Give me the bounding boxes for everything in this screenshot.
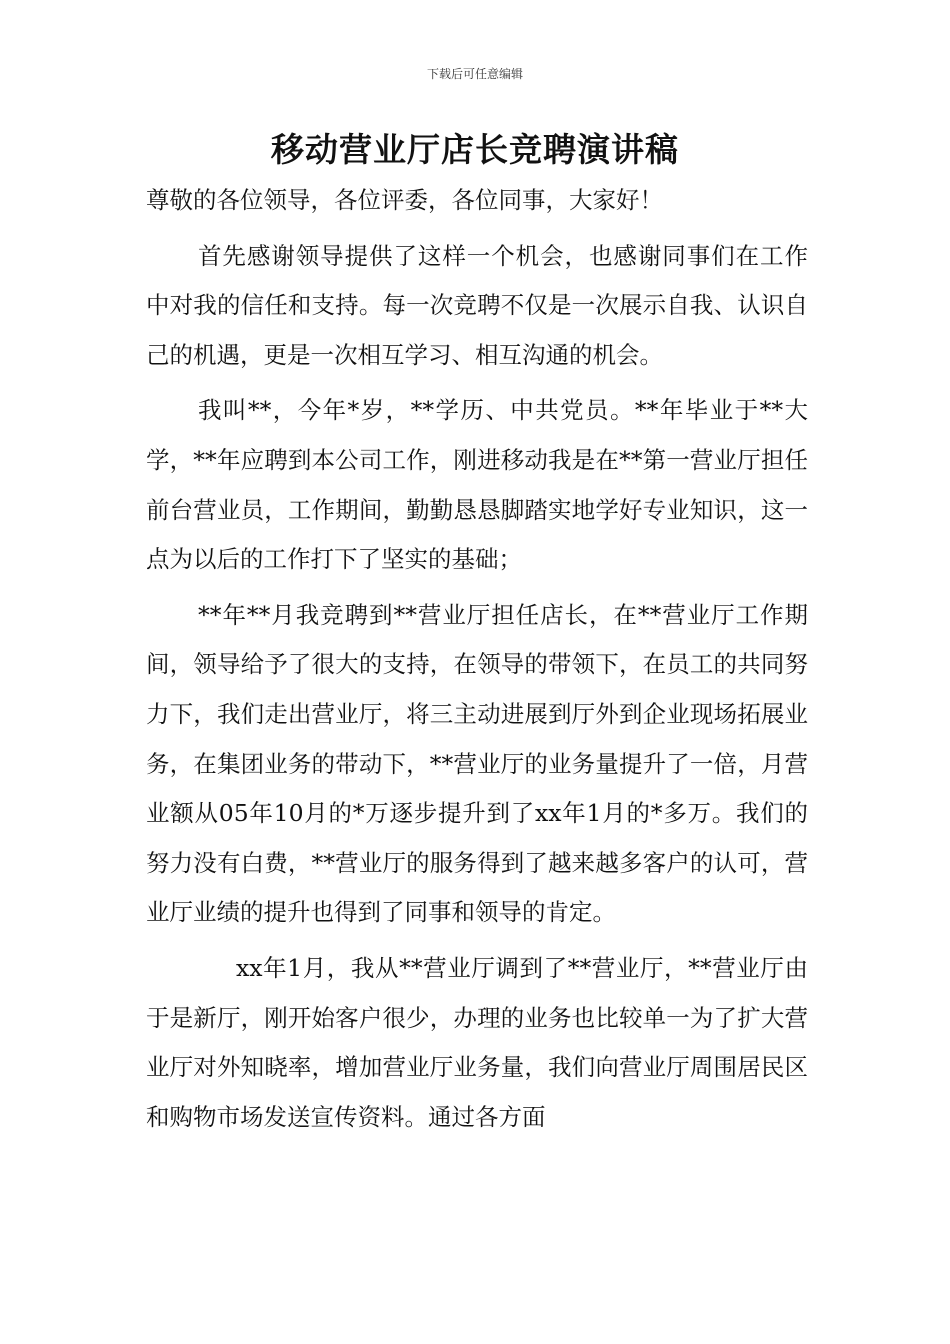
paragraph-2: 我叫**，今年*岁，**学历、中共党员。**年毕业于**大学，**年应聘到本公司工作，刚进移动我是在**第一营业厅担任前台营业员，工作期间，勤勤恳恳脚踏实地学好专业知识，这一点为以后的工作打下了坚实的基础；	[146, 396, 808, 574]
header-note: 下载后可任意编辑	[426, 67, 523, 81]
paragraph-4: xx年1月，我从**营业厅调到了**营业厅，**营业厅由于是新厅，刚开始客户很少，办理的业务也比较单一为了扩大营业厅对外知晓率，增加营业厅业务量，我们向营业厅周围居民区和购物市场发送宣传资料。通过各方面	[146, 953, 808, 1131]
salutation: 尊敬的各位领导，各位评委，各位同事，大家好！	[146, 186, 663, 214]
page-title: 移动营业厅店长竞聘演讲稿	[271, 130, 679, 169]
paragraph-1: 首先感谢领导提供了这样一个机会，也感谢同事们在工作中对我的信任和支持。每一次竞聘不仅是一次展示自我、认识自己的机遇，更是一次相互学习、相互沟通的机会。	[146, 241, 808, 369]
paragraph-3: **年**月我竞聘到**营业厅担任店长，在**营业厅工作期间，领导给予了很大的支持，在领导的带领下，在员工的共同努力下，我们走出营业厅，将三主动进展到厅外到企业现场拓展业务，在集团业务的带动下，**营业厅的业务量提升了一倍，月营业额从05年10月的*万逐步提升到了xx年1月的*多万。我们的努力没有白费，**营业厅的服务得到了越来越多客户的认可，营业厅业绩的提升也得到了同事和领导的肯定。	[146, 600, 808, 927]
document-body	[146, 176, 808, 1148]
